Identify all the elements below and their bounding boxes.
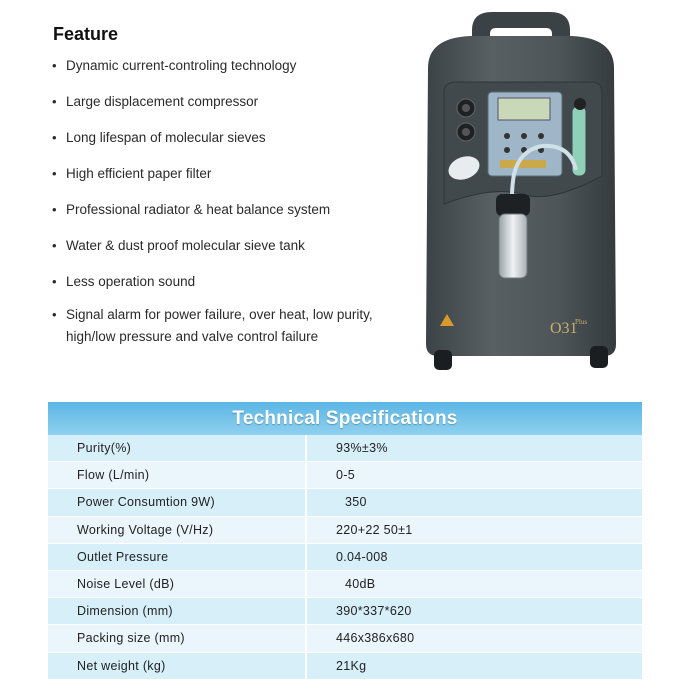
feature-text: high/low pressure and valve control failure [66, 329, 319, 344]
bullet-icon: • [52, 166, 57, 181]
model-suffix: Plus [575, 318, 588, 326]
wheel [434, 350, 452, 370]
bullet-icon: • [52, 202, 57, 217]
feature-text: Less operation sound [66, 274, 196, 289]
spec-label: Flow (L/min) [77, 468, 150, 483]
table-row [48, 462, 642, 489]
spec-value: 220+22 50±1 [336, 522, 413, 537]
bullet-icon: • [52, 307, 57, 322]
lcd-display [498, 98, 550, 120]
spec-label: Packing size (mm) [77, 631, 185, 646]
table-row [48, 489, 642, 516]
spec-label: Noise Level (dB) [77, 576, 175, 591]
feature-list [50, 56, 410, 365]
feature-item [50, 272, 410, 291]
feature-text: Long lifespan of molecular sieves [66, 130, 266, 145]
spec-label: Purity(%) [77, 441, 132, 455]
feature-item [50, 92, 410, 111]
spec-label: Power Consumtion 9W) [77, 495, 215, 510]
feature-item [50, 236, 410, 255]
spec-value: 0-5 [336, 468, 355, 483]
bullet-icon: • [52, 58, 57, 73]
oxygen-concentrator-image [400, 8, 640, 380]
model-label: O31 [550, 320, 578, 337]
panel-button [538, 133, 544, 139]
spec-label: Working Voltage (V/Hz) [77, 522, 214, 537]
spec-value: 40dB [345, 576, 376, 591]
table-row [48, 598, 642, 625]
feature-text: Large displacement compressor [66, 94, 259, 109]
humidifier-bottle [499, 214, 527, 278]
table-row [48, 435, 642, 462]
spec-value: 350 [345, 495, 367, 510]
spec-value: 390*337*620 [336, 604, 412, 619]
spec-table-title: Technical Specifications [48, 402, 642, 435]
table-row [48, 517, 642, 544]
feature-item [50, 128, 410, 147]
table-row [48, 571, 642, 598]
feature-text: Signal alarm for power failure, over heat, low purity, [66, 307, 373, 322]
spec-value: 446x386x680 [336, 631, 415, 646]
table-row [48, 625, 642, 652]
spec-label: Net weight (kg) [77, 658, 166, 673]
panel-button [504, 147, 510, 153]
flow-knob [574, 98, 586, 110]
feature-item [50, 164, 410, 183]
spec-value: 93%±3% [336, 441, 388, 455]
bullet-icon: • [52, 130, 57, 145]
feature-title: Feature [53, 24, 119, 44]
feature-text: Water & dust proof molecular sieve tank [66, 238, 305, 253]
spec-value: 0.04-008 [336, 549, 388, 564]
feature-text: Dynamic current-controling technology [66, 58, 297, 73]
feature-item [50, 200, 410, 219]
feature-item [50, 56, 410, 75]
spec-value: 21Kg [336, 658, 367, 673]
panel-button [504, 133, 510, 139]
panel-button [521, 133, 527, 139]
table-row [48, 653, 642, 680]
spec-label: Dimension (mm) [77, 604, 173, 619]
humidifier-lid [496, 194, 530, 216]
wheel [590, 346, 608, 368]
bullet-icon: • [52, 94, 57, 109]
feature-text: Professional radiator & heat balance system [66, 202, 331, 217]
bullet-icon: • [52, 238, 57, 253]
spec-table [48, 402, 642, 680]
bullet-icon: • [52, 274, 57, 289]
table-row [48, 544, 642, 571]
feature-text: High efficient paper filter [66, 166, 212, 181]
feature-item [50, 304, 410, 348]
spec-label: Outlet Pressure [77, 549, 169, 564]
